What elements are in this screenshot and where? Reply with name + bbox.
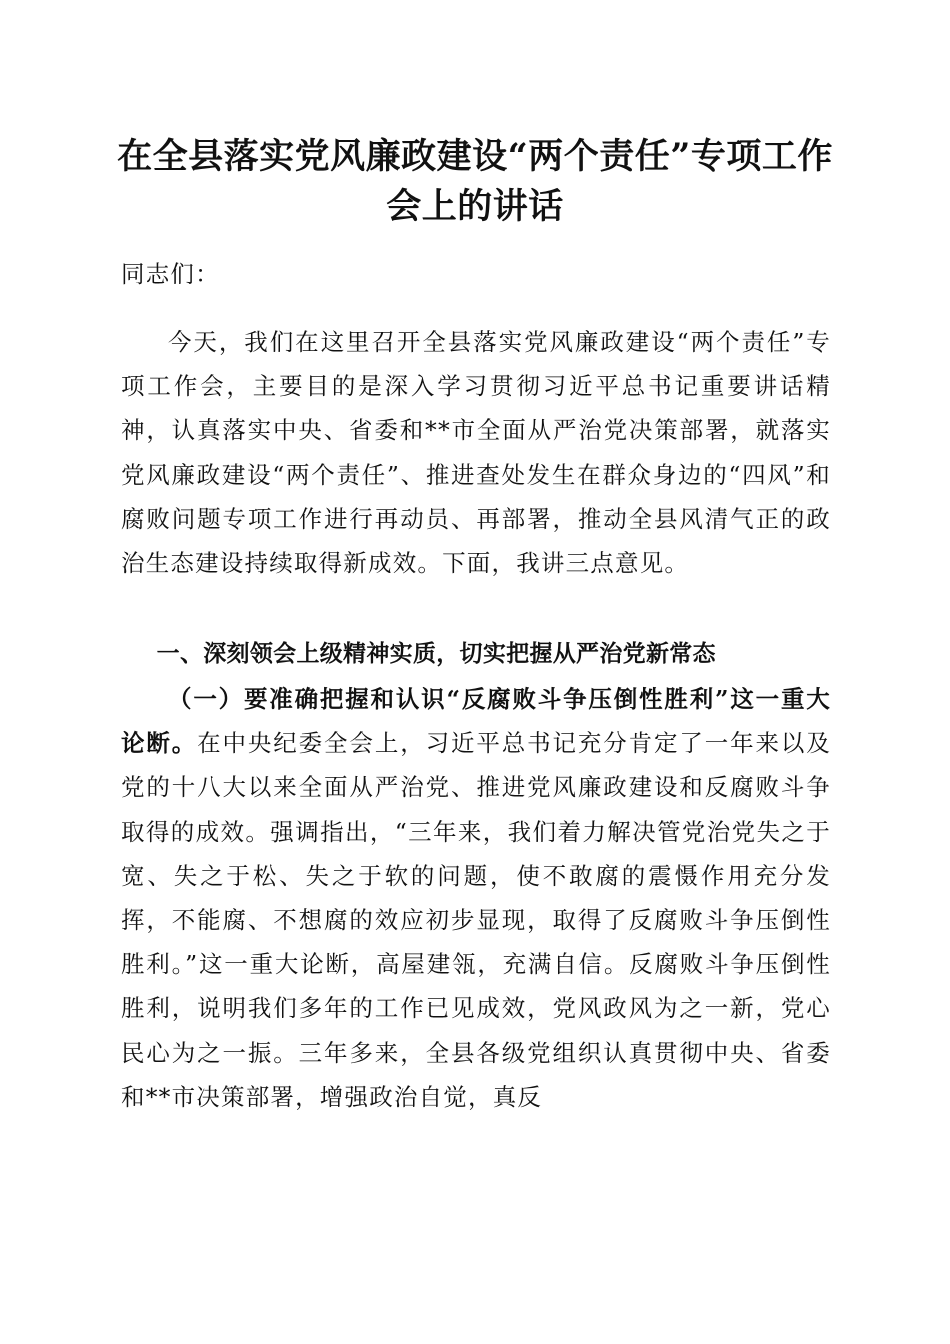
section-heading-1: 一、深刻领会上级精神实质，切实把握从严治党新常态 — [156, 641, 716, 667]
paragraph-subsection-1 — [121, 677, 831, 1119]
document-title: 在全县落实党风廉政建设“两个责任”专项工作会上的讲话 — [117, 136, 833, 227]
subsection-heading-1: （一）要准确把握和认识“反腐败斗争压倒性胜利”这一重大论断。 — [121, 685, 831, 758]
paragraph-subsection-1-body: 在中央纪委全会上，习近平总书记充分肯定了一年来以及党的十八大以来全面从严治党、推进党风廉政建设和反腐败斗争取得的成效。强调指出，“三年来，我们着力解决管党治党失之于宽、失之于松、失之于软的问题，使不敢腐的震慑作用充分发挥，不能腐、不想腐的效应初步显现，取得了反腐败斗争压倒性胜利。”这一重大论断，高屋建瓴，充满自信。反腐败斗争压倒性胜利，说明我们多年的工作已见成效，党风政风为之一新，党心民心为之一振。三年多来，全县各级党组织认真贯彻中央、省委和**市决策部署，增强政治自觉，真反 — [121, 729, 832, 1111]
paragraph-intro: 今天，我们在这里召开全县落实党风廉政建设“两个责任”专项工作会，主要目的是深入学习贯彻习近平总书记重要讲话精神，认真落实中央、省委和**市全面从严治党决策部署，就落实党风廉政建设“两个责任”、推进查处发生在群众身边的“四风”和腐败问题专项工作进行再动员、再部署，推动全县风清气正的政治生态建设持续取得新成效。下面，我讲三点意见。 — [121, 328, 831, 578]
salutation: 同志们： — [121, 260, 220, 288]
